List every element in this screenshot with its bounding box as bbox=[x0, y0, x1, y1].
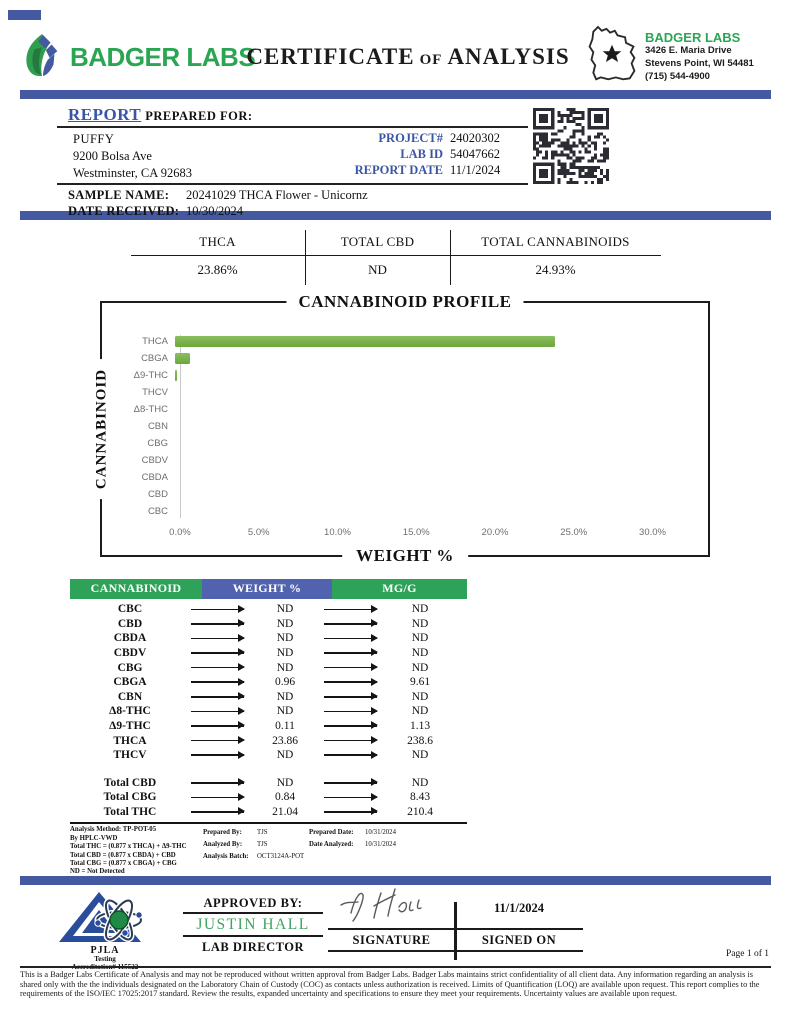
chart-bar-row bbox=[116, 384, 684, 401]
signature-column-divider bbox=[454, 902, 457, 960]
analyte-name: Total THC bbox=[103, 806, 157, 819]
prep-note-label: Prepared By: bbox=[203, 829, 242, 837]
chart-category-label: THCV bbox=[142, 387, 168, 398]
mg-per-g-value: ND bbox=[411, 776, 429, 789]
arrow-icon bbox=[191, 652, 244, 654]
pjla-logo-icon bbox=[30, 890, 180, 946]
chart-bar-row bbox=[116, 333, 684, 350]
arrow-icon bbox=[191, 609, 244, 611]
chart-bar-track bbox=[174, 489, 684, 500]
analyte-name: CBDA bbox=[113, 632, 147, 645]
project-label: PROJECT# bbox=[378, 131, 443, 145]
table-row bbox=[70, 690, 467, 705]
chart-bar-row bbox=[116, 418, 684, 435]
analyte-name: THCA bbox=[113, 734, 147, 747]
chart-bar bbox=[175, 336, 555, 347]
chart-rows bbox=[116, 333, 684, 520]
prep-note-value: TJS bbox=[257, 841, 268, 849]
chart-bar-row bbox=[116, 435, 684, 452]
approval-section bbox=[20, 888, 771, 968]
weight-percent-value: ND bbox=[276, 617, 294, 630]
date-received-value: 10/30/2024 bbox=[186, 204, 243, 218]
signature-cell bbox=[328, 888, 455, 930]
analyte-name: Δ8-THC bbox=[109, 705, 151, 718]
signature-label: SIGNATURE bbox=[328, 930, 455, 952]
footer-rule bbox=[20, 966, 771, 968]
summary-cell-total-cbd bbox=[306, 230, 451, 285]
client-address2: Westminster, CA 92683 bbox=[73, 166, 192, 180]
signature-image bbox=[337, 883, 447, 928]
results-table-totals bbox=[70, 776, 467, 820]
analyte-name: CBD bbox=[117, 617, 143, 630]
mg-per-g-value: ND bbox=[411, 617, 429, 630]
prep-note-label: Analyzed By: bbox=[203, 841, 243, 849]
chart-category-label: CBDA bbox=[141, 472, 168, 483]
sample-name-value: 20241029 THCA Flower - Unicornz bbox=[186, 188, 368, 202]
summary-strip bbox=[131, 230, 661, 285]
mg-per-g-value: 238.6 bbox=[407, 734, 433, 747]
analyte-name: Total CBG bbox=[103, 791, 157, 804]
chart-bar-track bbox=[174, 404, 684, 415]
arrow-icon bbox=[324, 754, 377, 756]
chart-y-axis-label: CANNABINOID bbox=[94, 359, 111, 499]
brand-name: BADGER LABS bbox=[70, 41, 256, 72]
results-header-cell: MG/G bbox=[332, 579, 467, 599]
divider-bar-top bbox=[20, 90, 771, 99]
client-name: PUFFY bbox=[73, 132, 115, 146]
table-row bbox=[70, 805, 467, 820]
footer-disclaimer: This is a Badger Labs Certificate of Analysis and may not be reproduced without written approval from Badger Labs. Badger Labs maintains strict confidentiality of all client data. Any information regarding an analysis is shared only with the the individuals designated on the Laboratory Chain of Custody (COC) as contacts unless authorization is received. Limits of Quantification (LOQ) are available upon request. This report complies to the requirements of the ISO/IEC 17025:2017 standard. Review the results, expanded uncertainty and specifications to ensure they meet your requirements. Uncertainty values are available upon request. bbox=[20, 970, 760, 999]
approved-by-block bbox=[183, 896, 323, 955]
results-table-body bbox=[70, 602, 467, 763]
chart-bar-track bbox=[174, 472, 684, 483]
prep-note-value: 10/31/2024 bbox=[365, 829, 396, 837]
chart-bar-track bbox=[174, 387, 684, 398]
weight-percent-value: ND bbox=[276, 661, 294, 674]
arrow-icon bbox=[324, 782, 377, 784]
arrow-icon bbox=[324, 711, 377, 713]
approved-by-label: APPROVED BY: bbox=[183, 896, 323, 914]
arrow-icon bbox=[324, 725, 377, 727]
chart-bar-track bbox=[174, 421, 684, 432]
report-heading bbox=[68, 105, 771, 125]
approver-name: JUSTIN HALL bbox=[183, 914, 323, 937]
arrow-icon bbox=[324, 797, 377, 799]
chart-category-label: CBD bbox=[147, 489, 168, 500]
client-address1: 9200 Bolsa Ave bbox=[73, 149, 152, 163]
results-header-cell: WEIGHT % bbox=[202, 579, 332, 599]
analyte-name: Δ9-THC bbox=[109, 720, 151, 733]
chart-bar bbox=[175, 353, 190, 364]
weight-percent-value: 0.96 bbox=[274, 676, 296, 689]
analysis-notes bbox=[70, 826, 467, 876]
table-row bbox=[70, 631, 467, 646]
chart-bar bbox=[175, 370, 177, 381]
cannabinoid-profile-chart bbox=[93, 292, 710, 565]
table-row bbox=[70, 675, 467, 690]
chart-bar-track bbox=[174, 438, 684, 449]
chart-category-label: CBG bbox=[147, 438, 168, 449]
arrow-icon bbox=[191, 754, 244, 756]
arrow-icon bbox=[191, 811, 244, 813]
document-title bbox=[240, 44, 584, 70]
arrow-icon bbox=[191, 740, 244, 742]
leaf-logo-icon bbox=[22, 32, 64, 83]
lab-id-label: LAB ID bbox=[400, 147, 443, 161]
chart-bar-row bbox=[116, 401, 684, 418]
table-row bbox=[70, 790, 467, 805]
analyte-name: CBGA bbox=[113, 676, 147, 689]
corner-accent-bar bbox=[8, 10, 41, 20]
summary-label: TOTAL CANNABINOIDS bbox=[451, 230, 661, 256]
analyte-name: CBN bbox=[117, 690, 143, 703]
report-meta-block bbox=[355, 130, 528, 178]
chart-category-label: CBDV bbox=[141, 455, 168, 466]
weight-percent-value: ND bbox=[276, 776, 294, 789]
arrow-icon bbox=[324, 740, 377, 742]
mg-per-g-value: ND bbox=[411, 632, 429, 645]
weight-percent-value: 23.86 bbox=[272, 734, 298, 747]
chart-plot-area bbox=[116, 333, 684, 541]
chart-bar-track bbox=[174, 506, 684, 517]
analyte-name: CBG bbox=[117, 661, 143, 674]
weight-percent-value: ND bbox=[276, 603, 294, 616]
arrow-icon bbox=[324, 811, 377, 813]
title-word-of: OF bbox=[419, 52, 443, 68]
arrow-icon bbox=[191, 696, 244, 698]
report-section bbox=[20, 105, 771, 218]
lab-address-line2: Stevens Point, WI 54481 bbox=[645, 58, 754, 69]
method-note-line: Total CBD = (0.877 x CBDA) + CBD bbox=[70, 851, 176, 859]
prep-note-label bbox=[309, 851, 361, 863]
lab-address-line1: 3426 E. Maria Drive bbox=[645, 45, 732, 56]
chart-bar-track bbox=[174, 336, 684, 347]
arrow-icon bbox=[191, 623, 244, 625]
arrow-icon bbox=[324, 638, 377, 640]
chart-category-label: THCA bbox=[142, 336, 168, 347]
arrow-icon bbox=[191, 725, 244, 727]
pjla-org: PJLA bbox=[90, 945, 120, 956]
table-row bbox=[70, 748, 467, 763]
table-row bbox=[70, 733, 467, 748]
mg-per-g-value: ND bbox=[411, 603, 429, 616]
pjla-accreditation bbox=[30, 888, 180, 971]
arrow-icon bbox=[324, 696, 377, 698]
sample-name-label: SAMPLE NAME: bbox=[68, 188, 170, 202]
totals-gap bbox=[70, 763, 467, 776]
title-word-certificate: CERTIFICATE bbox=[246, 44, 415, 69]
prep-note-label: Analysis Batch: bbox=[203, 853, 249, 861]
method-note-line: Total THC = (0.877 x THCA) + Δ9-THC bbox=[70, 843, 187, 851]
title-word-analysis: ANALYSIS bbox=[447, 44, 570, 69]
weight-percent-value: ND bbox=[276, 690, 294, 703]
chart-bar-row bbox=[116, 503, 684, 520]
lab-name: BADGER LABS bbox=[645, 30, 741, 45]
arrow-icon bbox=[191, 681, 244, 683]
arrow-icon bbox=[324, 609, 377, 611]
chart-bar-track bbox=[174, 353, 684, 364]
chart-x-axis-label: WEIGHT % bbox=[342, 546, 468, 566]
weight-percent-value: 0.84 bbox=[274, 791, 296, 804]
chart-x-tick: 5.0% bbox=[247, 527, 270, 538]
analyte-name: Total CBD bbox=[103, 776, 157, 789]
mg-per-g-value: ND bbox=[411, 661, 429, 674]
chart-bar-row bbox=[116, 452, 684, 469]
report-heading-accent: REPORT bbox=[68, 105, 142, 124]
meta-row-project bbox=[355, 130, 528, 146]
prep-note-value: OCT3124A-POT bbox=[257, 853, 305, 861]
lab-phone: (715) 544-4900 bbox=[645, 71, 710, 82]
analyte-name: THCV bbox=[113, 749, 147, 762]
prep-notes bbox=[203, 827, 421, 876]
arrow-icon bbox=[191, 782, 244, 784]
table-row bbox=[70, 704, 467, 719]
signed-date: 11/1/2024 bbox=[493, 900, 544, 915]
table-row bbox=[70, 646, 467, 661]
qr-code bbox=[533, 108, 609, 184]
lab-id-value: 54047662 bbox=[450, 147, 500, 161]
chart-x-tick: 15.0% bbox=[402, 527, 430, 538]
arrow-icon bbox=[191, 667, 244, 669]
date-received-row bbox=[68, 203, 368, 219]
client-block bbox=[73, 131, 192, 182]
chart-category-label: Δ9-THC bbox=[133, 370, 168, 381]
chart-category-label: Δ8-THC bbox=[133, 404, 168, 415]
chart-bar-track bbox=[174, 455, 684, 466]
wisconsin-state-icon bbox=[584, 24, 640, 91]
arrow-icon bbox=[191, 797, 244, 799]
chart-x-ticks bbox=[169, 527, 684, 541]
results-header-cell: CANNABINOID bbox=[70, 579, 202, 599]
arrow-icon bbox=[324, 652, 377, 654]
table-row bbox=[70, 776, 467, 791]
lab-address-card bbox=[584, 24, 769, 91]
date-received-label: DATE RECEIVED: bbox=[68, 204, 180, 218]
prep-note-value: 10/31/2024 bbox=[365, 841, 396, 849]
method-note-line: Total CBG = (0.877 x CBGA) + CBG bbox=[70, 859, 177, 867]
prep-note-value: TJS bbox=[257, 829, 268, 837]
mg-per-g-value: 1.13 bbox=[409, 720, 431, 733]
method-note-line: By HPLC-VWD bbox=[70, 834, 118, 842]
report-date-label: REPORT DATE bbox=[354, 163, 443, 177]
table-row bbox=[70, 719, 467, 734]
summary-label: THCA bbox=[131, 230, 305, 256]
chart-bar-row bbox=[116, 486, 684, 503]
arrow-icon bbox=[324, 667, 377, 669]
weight-percent-value: ND bbox=[276, 705, 294, 718]
summary-value: 24.93% bbox=[535, 262, 576, 277]
chart-bar-row bbox=[116, 350, 684, 367]
chart-bar-row bbox=[116, 367, 684, 384]
chart-x-tick: 30.0% bbox=[639, 527, 666, 538]
sample-block bbox=[68, 187, 368, 219]
weight-percent-value: ND bbox=[276, 632, 294, 645]
mg-per-g-value: ND bbox=[411, 647, 429, 660]
signed-on-label: SIGNED ON bbox=[455, 930, 583, 952]
summary-cell-total-cannabinoids bbox=[451, 230, 661, 285]
signature-table bbox=[328, 888, 583, 952]
weight-percent-value: 21.04 bbox=[272, 806, 298, 819]
chart-category-label: CBGA bbox=[141, 353, 168, 364]
table-row bbox=[70, 602, 467, 617]
chart-category-label: CBN bbox=[147, 421, 168, 432]
pjla-testing: Testing bbox=[94, 955, 116, 963]
report-date-value: 11/1/2024 bbox=[450, 163, 501, 177]
chart-x-tick: 10.0% bbox=[324, 527, 351, 538]
results-bottom-rule bbox=[70, 822, 467, 824]
summary-label: TOTAL CBD bbox=[306, 230, 450, 256]
mg-per-g-value: 9.61 bbox=[409, 676, 431, 689]
chart-title: CANNABINOID PROFILE bbox=[286, 292, 523, 312]
signed-date-cell bbox=[455, 888, 583, 930]
method-note-line: ND = Not Detected bbox=[70, 868, 125, 876]
meta-row-report-date bbox=[355, 162, 528, 178]
analyte-name: CBDV bbox=[113, 647, 147, 660]
mg-per-g-value: 210.4 bbox=[407, 806, 433, 819]
summary-cell-thca bbox=[131, 230, 306, 285]
project-value: 24020302 bbox=[450, 131, 500, 145]
arrow-icon bbox=[324, 681, 377, 683]
chart-x-tick: 0.0% bbox=[169, 527, 191, 538]
table-row bbox=[70, 617, 467, 632]
chart-x-tick: 20.0% bbox=[481, 527, 509, 538]
prep-note-label: Date Analyzed: bbox=[309, 841, 354, 849]
chart-bar-row bbox=[116, 469, 684, 486]
summary-value: 23.86% bbox=[197, 262, 238, 277]
approver-title: LAB DIRECTOR bbox=[202, 940, 304, 954]
mg-per-g-value: ND bbox=[411, 690, 429, 703]
chart-x-tick: 25.0% bbox=[560, 527, 588, 538]
sample-name-row bbox=[68, 187, 368, 203]
analyte-name: CBC bbox=[117, 603, 143, 616]
summary-value: ND bbox=[368, 262, 387, 277]
arrow-icon bbox=[191, 711, 244, 713]
sample-divider-line bbox=[57, 183, 528, 185]
weight-percent-value: ND bbox=[276, 647, 294, 660]
chart-category-label: CBC bbox=[147, 506, 168, 517]
arrow-icon bbox=[191, 638, 244, 640]
report-heading-rest: PREPARED FOR: bbox=[145, 109, 253, 123]
chart-bar-track bbox=[174, 370, 684, 381]
arrow-icon bbox=[324, 623, 377, 625]
results-table bbox=[70, 579, 467, 824]
mg-per-g-value: 8.43 bbox=[409, 791, 431, 804]
mg-per-g-value: ND bbox=[411, 705, 429, 718]
table-row bbox=[70, 660, 467, 675]
brand-logo bbox=[22, 32, 256, 83]
weight-percent-value: 0.11 bbox=[275, 720, 295, 733]
page-number: Page 1 of 1 bbox=[725, 949, 769, 959]
meta-row-lab-id bbox=[355, 146, 528, 162]
prep-note-label: Prepared Date: bbox=[309, 829, 354, 837]
weight-percent-value: ND bbox=[276, 749, 294, 762]
mg-per-g-value: ND bbox=[411, 749, 429, 762]
results-table-header bbox=[70, 579, 467, 599]
header bbox=[0, 0, 791, 88]
prep-note-value bbox=[365, 851, 421, 863]
heading-underline bbox=[57, 126, 528, 128]
method-notes bbox=[70, 826, 203, 876]
method-note-line: Analysis Method: TP-POT-05 bbox=[70, 826, 157, 834]
